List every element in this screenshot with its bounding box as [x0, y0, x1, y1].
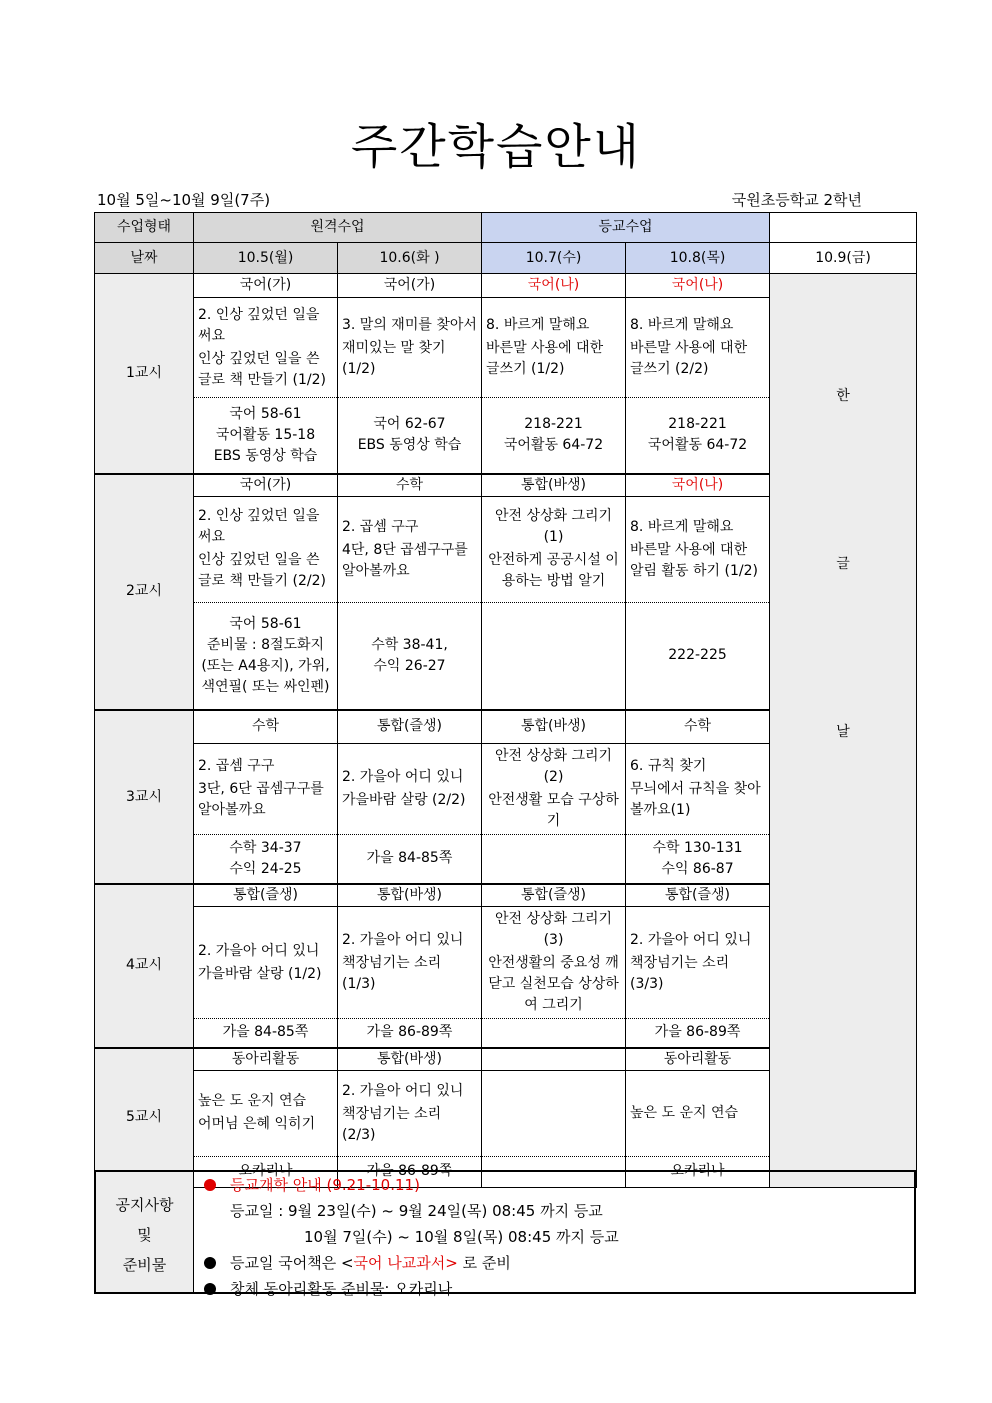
subject-cell: 통합(즐생): [626, 884, 770, 907]
subject-cell: 수학: [338, 474, 482, 497]
content-line: 안전생활 모습 구상하기: [488, 791, 619, 829]
notice-label-line: 준비물: [122, 1256, 167, 1274]
content-line: 어머님 은혜 익히기: [198, 1116, 316, 1132]
notice-label-line: 및: [137, 1226, 152, 1244]
material-line: 222-225: [668, 647, 727, 664]
subject-cell: 수학: [626, 710, 770, 743]
material-cell: [626, 602, 770, 710]
subject-cell: 국어(가): [338, 274, 482, 298]
content-line: 3단, 6단 곱셈구구를 알아볼까요: [198, 781, 324, 818]
material-cell: [626, 398, 770, 474]
content-cell: [482, 907, 626, 1019]
content-line: 안전 상상화 그리기(1): [494, 508, 613, 545]
content-cell: [194, 1070, 338, 1156]
content-line: 안전하게 공공시설 이용하는 방법 알기: [488, 552, 619, 589]
period-label: 5교시: [95, 1048, 194, 1188]
material-line: 국어활동 64-72: [503, 437, 604, 454]
content-cell: [482, 298, 626, 398]
content-line: 2. 곱셈 구구: [342, 518, 419, 535]
period-label: 3교시: [95, 710, 194, 884]
material-line: 오카리나: [238, 1163, 293, 1179]
type-header: 수업형태: [95, 213, 194, 243]
content-cell: [338, 298, 482, 398]
subject-cell: 통합(즐생): [482, 884, 626, 907]
content-line: 6. 규칙 찾기: [630, 758, 707, 774]
content-line: 책장넘기는 소리 (3/3): [630, 955, 730, 992]
notice-box: [94, 1170, 916, 1298]
content-line: 4단, 8단 곱셈구구를 알아볼까요: [342, 541, 468, 579]
notice-line: [204, 1172, 619, 1198]
bullet-icon: [204, 1283, 216, 1295]
content-cell: [194, 496, 338, 602]
content-line: 8. 바르게 말해요: [630, 317, 734, 333]
content-cell: [626, 298, 770, 398]
material-line: EBS 동영상 학습: [357, 437, 462, 454]
date-header: 날짜: [95, 243, 194, 274]
attend-header: 등교수업: [482, 213, 770, 243]
material-line: 가을 86-89쪽: [366, 1163, 453, 1179]
content-line: 높은 도 운지 연습: [630, 1104, 739, 1121]
content-cell: [194, 298, 338, 398]
content-cell: [482, 1070, 626, 1156]
notice-line: [204, 1276, 619, 1302]
subject-cell: 동아리활동: [194, 1048, 338, 1071]
content-cell: [482, 743, 626, 834]
material-cell: [338, 1019, 482, 1048]
material-cell: [482, 1019, 626, 1048]
content-cell: [626, 1070, 770, 1156]
notice-body: [204, 1172, 619, 1302]
remote-header: 원격수업: [194, 213, 482, 243]
material-line: 가을 86-89쪽: [366, 1024, 453, 1041]
material-cell: [338, 398, 482, 474]
material-line: 국어 58-61: [229, 405, 302, 422]
subject-cell: [482, 1048, 626, 1071]
content-line: 무늬에서 규칙을 찾아볼까요(1): [630, 781, 761, 818]
period-label: 4교시: [95, 884, 194, 1048]
material-cell: [338, 602, 482, 710]
material-line: 수익 26-27: [373, 657, 446, 674]
content-cell: [338, 1070, 482, 1156]
subject-row: [95, 274, 917, 298]
content-line: 안전 상상화 그리기(2): [494, 747, 613, 785]
day-mon: 10.5(월): [194, 243, 338, 274]
subject-cell: 통합(즐생): [338, 710, 482, 743]
content-line: 안전 상상화 그리기(3): [494, 911, 613, 948]
day-tue: 10.6(화 ): [338, 243, 482, 274]
periods-body: [95, 274, 917, 1188]
material-line: 수익 24-25: [229, 860, 302, 877]
notice-text-red: 국어 나교과서>: [353, 1254, 458, 1272]
content-line: 2. 가을아 어디 있니: [342, 1082, 464, 1099]
content-cell: [194, 907, 338, 1019]
content-line: 2. 인상 깊었던 일을 써요: [198, 508, 320, 545]
holiday-char: 글: [836, 556, 850, 572]
material-cell: [194, 1019, 338, 1048]
content-line: 8. 바르게 말해요: [630, 518, 734, 535]
notice-text: 로 준비: [457, 1254, 511, 1272]
subject-cell: 통합(바생): [338, 884, 482, 907]
material-line: EBS 동영상 학습: [213, 447, 318, 464]
subject-cell: 수학: [194, 710, 338, 743]
subject-cell: 통합(바생): [482, 474, 626, 497]
content-cell: [626, 907, 770, 1019]
content-line: 가을바람 살랑 (1/2): [198, 965, 322, 982]
content-cell: [482, 496, 626, 602]
content-cell: [626, 496, 770, 602]
content-line: 2. 가을아 어디 있니: [630, 932, 752, 948]
material-line: 수학 34-37: [229, 839, 302, 856]
material-cell: [194, 398, 338, 474]
subject-cell: 통합(바생): [482, 710, 626, 743]
notice-line: [204, 1250, 619, 1276]
notice-text: 등교개학 안내 (9.21-10.11): [230, 1176, 420, 1194]
content-cell: [338, 743, 482, 834]
holiday-cell: [770, 274, 917, 1188]
material-line: 가을 84-85쪽: [222, 1024, 309, 1041]
material-line: 가을 84-85쪽: [366, 850, 453, 867]
material-line: 수익 86-87: [661, 860, 734, 877]
material-line: 218-221: [524, 416, 583, 433]
day-wed: 10.7(수): [482, 243, 626, 274]
material-cell: [482, 398, 626, 474]
content-line: 바른말 사용에 대한 글쓰기 (1/2): [486, 340, 604, 377]
period-label: 1교시: [95, 274, 194, 474]
notice-label: [96, 1172, 194, 1292]
bullet-icon: [204, 1257, 216, 1269]
material-line: 가을 86-89쪽: [654, 1024, 741, 1041]
content-line: 바른말 사용에 대한 글쓰기 (2/2): [630, 340, 748, 377]
material-line: 수학 38-41,: [371, 636, 448, 653]
day-fri: 10.9(금): [770, 243, 917, 274]
material-line: 218-221: [668, 416, 727, 433]
material-line: 준비물 : 8절도화지 (또는 A4용지), 가위, 색연필( 또는 싸인펜): [201, 636, 330, 695]
content-line: 3. 말의 재미를 찾아서: [342, 317, 477, 333]
day-thu: 10.8(목): [626, 243, 770, 274]
content-cell: [626, 743, 770, 834]
holiday-char: 한: [836, 388, 850, 404]
subject-cell: 통합(바생): [338, 1048, 482, 1071]
material-line: 국어 62-67: [373, 416, 446, 433]
school-class: 국원초등학교 2학년: [731, 191, 862, 209]
material-cell: [338, 834, 482, 884]
content-cell: [338, 496, 482, 602]
content-line: 안전생활의 중요성 깨닫고 실천모습 상상하여 그리기: [488, 955, 619, 1013]
content-line: 인상 깊었던 일을 쓴 글로 책 만들기 (1/2): [198, 350, 326, 388]
holiday-char: 날: [836, 724, 850, 740]
notice-text: 10월 7일(수) ~ 10월 8일(목) 08:45 까지 등교: [304, 1228, 619, 1246]
content-line: 높은 도 운지 연습: [198, 1093, 307, 1109]
subject-cell: 국어(나): [626, 474, 770, 497]
notice-line: [204, 1198, 619, 1224]
material-line: 수학 130-131: [652, 839, 743, 856]
material-line: 국어활동 15-18: [215, 426, 316, 443]
notice-line: [204, 1224, 619, 1250]
subject-cell: 통합(즐생): [194, 884, 338, 907]
material-cell: [194, 834, 338, 884]
schedule-table: [94, 212, 917, 1188]
content-line: 2. 가을아 어디 있니: [342, 768, 464, 785]
material-cell: [194, 602, 338, 710]
content-line: 바른말 사용에 대한 알림 활동 하기 (1/2): [630, 541, 758, 579]
blank-header: [770, 213, 917, 243]
content-line: 책장넘기는 소리 (1/3): [342, 955, 442, 992]
material-cell: [626, 834, 770, 884]
content-line: 가을바람 살랑 (2/2): [342, 791, 466, 808]
material-cell: [626, 1019, 770, 1048]
material-line: 국어활동 64-72: [647, 437, 748, 454]
content-line: 2. 곱셈 구구: [198, 758, 275, 774]
content-line: 2. 인상 깊었던 일을 써요: [198, 306, 320, 344]
week-period: 10월 5일~10월 9일(7주): [97, 191, 271, 209]
material-line: 국어 58-61: [229, 615, 302, 632]
content-line: 인상 깊었던 일을 쓴 글로 책 만들기 (2/2): [198, 552, 326, 589]
material-cell: [482, 602, 626, 710]
content-cell: [338, 907, 482, 1019]
subject-cell: 국어(가): [194, 274, 338, 298]
subject-cell: 국어(나): [626, 274, 770, 298]
content-cell: [194, 743, 338, 834]
content-line: 재미있는 말 찾기 (1/2): [342, 340, 446, 377]
content-line: 2. 가을아 어디 있니: [342, 932, 464, 948]
content-line: 책장넘기는 소리 (2/3): [342, 1105, 442, 1143]
subject-cell: 동아리활동: [626, 1048, 770, 1071]
content-line: 2. 가을아 어디 있니: [198, 942, 320, 959]
notice-label-line: 공지사항: [115, 1196, 174, 1214]
period-label: 2교시: [95, 474, 194, 711]
notice-text: 등교일 국어책은 <: [230, 1254, 354, 1272]
notice-text: 등교일 : 9월 23일(수) ~ 9월 24일(목) 08:45 까지 등교: [230, 1202, 603, 1220]
content-line: 8. 바르게 말해요: [486, 317, 590, 333]
subject-cell: 국어(나): [482, 274, 626, 298]
material-line: 오카리나: [670, 1163, 725, 1179]
red-bullet-icon: [204, 1179, 216, 1191]
subject-cell: 국어(가): [194, 474, 338, 497]
page-title: 주간학습안내: [350, 119, 642, 175]
notice-text: 창체 동아리활동 준비물: 오카리나: [230, 1280, 453, 1298]
material-cell: [482, 834, 626, 884]
